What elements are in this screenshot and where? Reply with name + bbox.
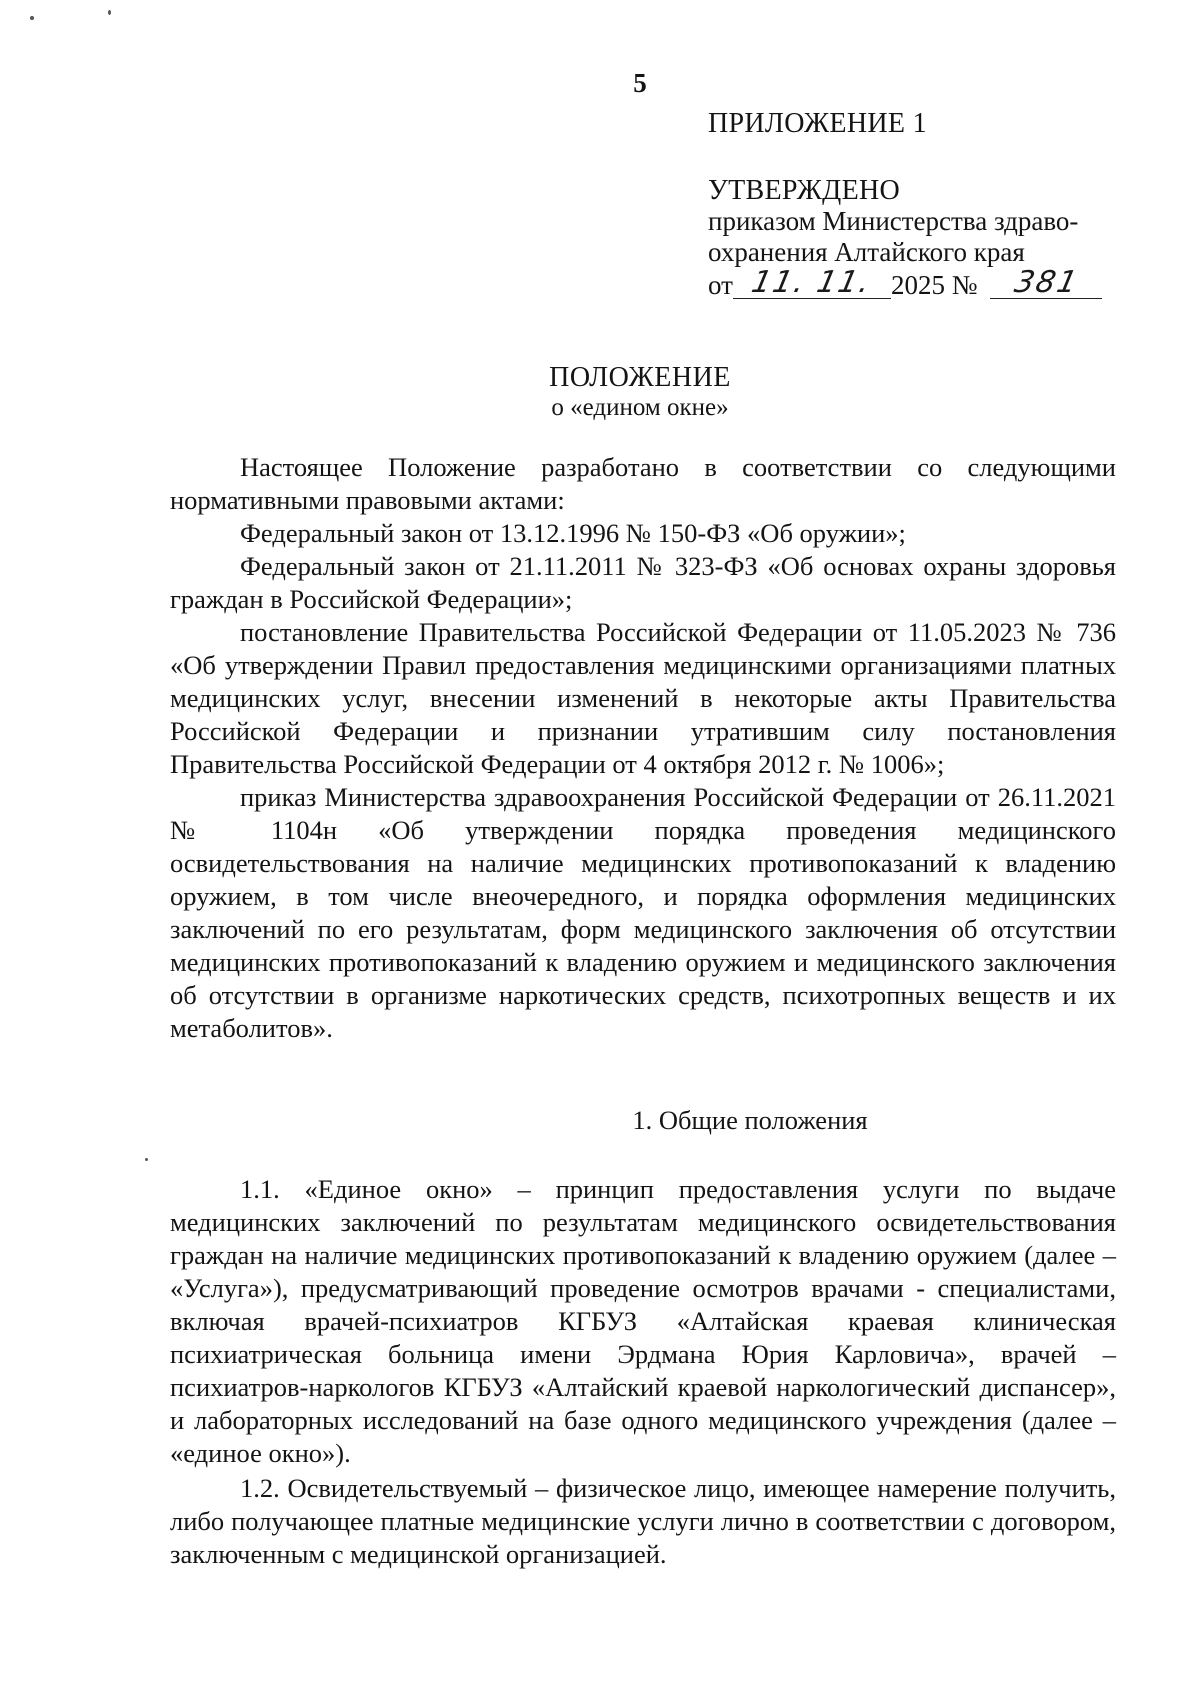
intro-section xyxy=(170,451,1116,1045)
page-number: 5 xyxy=(633,68,647,98)
date-prefix: от xyxy=(708,270,733,300)
intro-paragraph: приказ Министерства здравоохранения Российской Федерации от 26.11.2021 № 1104н «Об утверждении порядка проведения медицинского освидетельствования на наличие медицинских противопоказаний к владению оружием, в том числе внеочередного, и порядка оформления медицинских заключений по его результатам, форм медицинского заключения об отсутствии медицинских противопоказаний к владению оружием и медицинского заключения об отсутствии в организме наркотических средств, психотропных веществ и их метаболитов». xyxy=(170,782,1116,1043)
order-line-2: охранения Алтайского края xyxy=(708,237,1025,267)
section-paragraph: 1.2. Освидетельствуемый – физическое лицо, имеющее намерение получить, либо получающее платные медицинские услуги лично в соответствии с договором, заключенным с медицинской организацией. xyxy=(170,1473,1116,1569)
handwritten-date: 11. 11. xyxy=(748,265,876,300)
date-row xyxy=(708,265,1168,302)
scan-speck xyxy=(108,10,111,15)
annex-label: ПРИЛОЖЕНИЕ 1 xyxy=(708,108,927,139)
year-label: 2025 № xyxy=(890,270,978,300)
scan-speck xyxy=(145,1158,148,1161)
number-blank xyxy=(990,265,1102,300)
scan-speck xyxy=(30,16,34,20)
section-paragraph: 1.1. «Единое окно» – принцип предоставления услуги по выдаче медицинских заключений по результатам медицинского освидетельствования граждан на наличие медицинских противопоказаний к владению оружием (далее – «Услуга»), предусматривающий проведение осмотров врачами - специалистами, включая врачей-психиатров КГБУЗ «Алтайская краевая клиническая психиатрическая больница имени Эрдмана Юрия Карловича», врачей – психиатров-наркологов КГБУЗ «Алтайский краевой наркологический диспансер», и лабораторных исследований на базе одного медицинского учреждения (далее – «единое окно»). xyxy=(170,1174,1116,1468)
intro-paragraph: постановление Правительства Российской Федерации от 11.05.2023 № 736 «Об утверждении Правил предоставления медицинскими организациями платных медицинских услуг, внесении изменений в некоторые акты Правительства Российской Федерации и признании утратившим силу постановления Правительства Российской Федерации от 4 октября 2012 г. № 1006»; xyxy=(170,617,1116,779)
approved-label: УТВЕРЖДЕНО xyxy=(708,175,901,206)
order-line-1: приказом Министерства здраво- xyxy=(708,206,1079,236)
intro-paragraph: Федеральный закон от 13.12.1996 № 150-ФЗ «Об оружии»; xyxy=(240,518,906,548)
intro-paragraph: Федеральный закон от 21.11.2011 № 323-ФЗ «Об основах охраны здоровья граждан в Российской Федерации»; xyxy=(170,551,1116,614)
document-subtitle: о «едином окне» xyxy=(551,394,729,421)
approval-block xyxy=(708,108,1168,302)
intro-paragraph: Настоящее Положение разработано в соответствии со следующими нормативными правовыми актами: xyxy=(170,452,1116,515)
section-1-body xyxy=(170,1173,1116,1571)
handwritten-number: 381 xyxy=(1010,265,1082,300)
document-title: ПОЛОЖЕНИЕ xyxy=(549,362,731,393)
section-heading: 1. Общие положения xyxy=(632,1105,868,1135)
date-blank xyxy=(733,265,891,300)
